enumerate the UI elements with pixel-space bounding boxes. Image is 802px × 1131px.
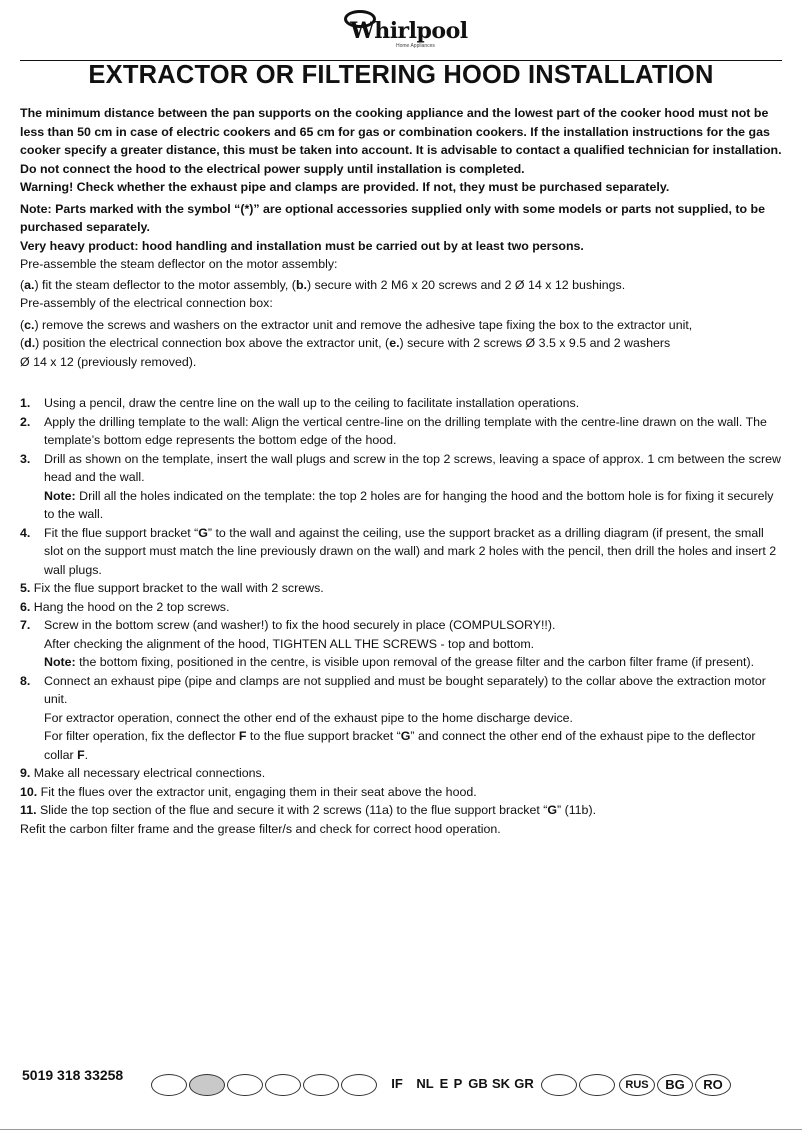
- page-title: EXTRACTOR OR FILTERING HOOD INSTALLATION: [88, 61, 714, 89]
- step-9: 9. Make all necessary electrical connections.: [20, 766, 266, 780]
- step-11: 11. Slide the top section of the flue and secure it with 2 screws (11a) to the flue support bracket “G” (11b).: [20, 803, 597, 817]
- step-3: 3. Drill as shown on the template, insert the wall plugs and screw in the top 2 screws, leaving a space of approx. 1 cm between the screw head and the wall. Note: Drill all the holes indicated on the template: the top 2 holes are for hanging the hood and the bottom hole is for fixing it securely to the wall.: [20, 451, 781, 521]
- intro-distance: The minimum distance between the pan supports on the cooking appliance and the lowest part of the cooker hood must not be less than 50 cm in case of electric cookers and 65 cm for gas or combination cookers. If the installation instructions for the gas cooker specify a greater distance, this must be taken into account. It is advisable to contact a qualified technician for installation.: [20, 106, 782, 157]
- document-code: 5019 318 33258: [22, 1067, 124, 1083]
- steam-deflector-title: Pre-assemble the steam deflector on the motor assembly:: [20, 257, 338, 271]
- step-7: 7. Screw in the bottom screw (and washer!) to fix the hood securely in place (COMPULSORY!!). After checking the alignment of the hood, TIGHTEN ALL THE SCREWS - top and bottom. Note: the bottom fixing, positioned in the centre, is visible upon removal of the grease filter and the carbon filter frame (if present).: [20, 618, 755, 669]
- intro-exhaust-warning: Warning! Check whether the exhaust pipe and clamps are provided. If not, they must be purchased separately.: [20, 180, 670, 194]
- intro-heavy-warning: Very heavy product: hood handling and installation must be carried out by at least two persons.: [20, 238, 584, 253]
- intro-accessories-note: Note: Parts marked with the symbol “(*)” are optional accessories supplied only with some models or parts not supplied, to be purchased separately.: [20, 201, 765, 234]
- whirlpool-logo: [330, 6, 470, 52]
- installation-steps: [20, 394, 782, 838]
- electrical-box-steps: (c.) remove the screws and washers on the extractor unit and remove the adhesive tape fixing the box to the extractor unit, (d.) position the electrical connection box above the extractor unit, (e.) secure with 2 screws Ø 3.5 x 9.5 and 2 washers Ø 14 x 12 (previously removed).: [20, 317, 693, 369]
- step-1: 1. Using a pencil, draw the centre line on the wall up to the ceiling to facilitate installation operations.: [20, 396, 580, 410]
- logo-tagline: Home Appliances: [396, 43, 435, 49]
- steam-deflector-steps: (a.) fit the steam deflector to the motor assembly, (b.) secure with 2 M6 x 20 screws and 2 Ø 14 x 12 bushings.: [20, 277, 626, 292]
- footer-divider: [0, 1129, 802, 1130]
- language-oval-gb: GB: [468, 1076, 488, 1091]
- electrical-box-title: Pre-assembly of the electrical connection box:: [20, 296, 273, 310]
- language-oval: [541, 1074, 577, 1096]
- step-2: 2. Apply the drilling template to the wall: Align the vertical centre-line on the drilling template with the centre-line drawn on the wall. The template’s bottom edge represents the bottom edge of the hood.: [20, 414, 767, 447]
- language-oval: [227, 1074, 263, 1096]
- language-oval: [579, 1074, 615, 1096]
- language-oval-ro: RO: [695, 1074, 731, 1096]
- language-oval: [303, 1074, 339, 1096]
- language-oval-sk: SK: [491, 1076, 511, 1091]
- language-oval-rus: RUS: [619, 1074, 655, 1096]
- language-oval-e: E: [439, 1076, 449, 1091]
- step-10: 10. Fit the flues over the extractor unit, engaging them in their seat above the hood.: [20, 784, 477, 799]
- step-4: 4. Fit the flue support bracket “G” to the wall and against the ceiling, use the support bracket as a drilling diagram (if present, the small slot on the support must match the line previously drawn on the wall) and mark 2 holes with the pencil, then drill the holes and insert 2 wall plugs.: [20, 525, 777, 577]
- language-oval-selected: [189, 1074, 225, 1096]
- logo-wordmark: Whirlpool: [350, 18, 468, 44]
- language-oval-if: IF: [391, 1076, 403, 1091]
- language-oval-p: P: [453, 1076, 463, 1091]
- language-oval-gr: GR: [514, 1076, 534, 1091]
- step-5: 5. Fix the flue support bracket to the wall with 2 screws.: [20, 581, 324, 595]
- language-oval-nl: NL: [416, 1076, 434, 1091]
- step-6: 6. Hang the hood on the 2 top screws.: [20, 599, 230, 614]
- final-check: Refit the carbon filter frame and the grease filter/s and check for correct hood operation.: [20, 821, 501, 836]
- language-oval: [265, 1074, 301, 1096]
- intro-power-warning: Do not connect the hood to the electrical power supply until installation is completed.: [20, 161, 525, 176]
- step-8: 8. Connect an exhaust pipe (pipe and clamps are not supplied and must be bought separately) to the collar above the extraction motor unit. For extractor operation, connect the other end of the exhaust pipe to the home discharge device. For filter operation, fix the deflector F to the flue support bracket “G” and connect the other end of the exhaust pipe to the deflector collar F.: [20, 673, 766, 762]
- instructions-body: [20, 104, 782, 838]
- language-oval: [151, 1074, 187, 1096]
- language-oval-bg: BG: [657, 1074, 693, 1096]
- language-oval: [341, 1074, 377, 1096]
